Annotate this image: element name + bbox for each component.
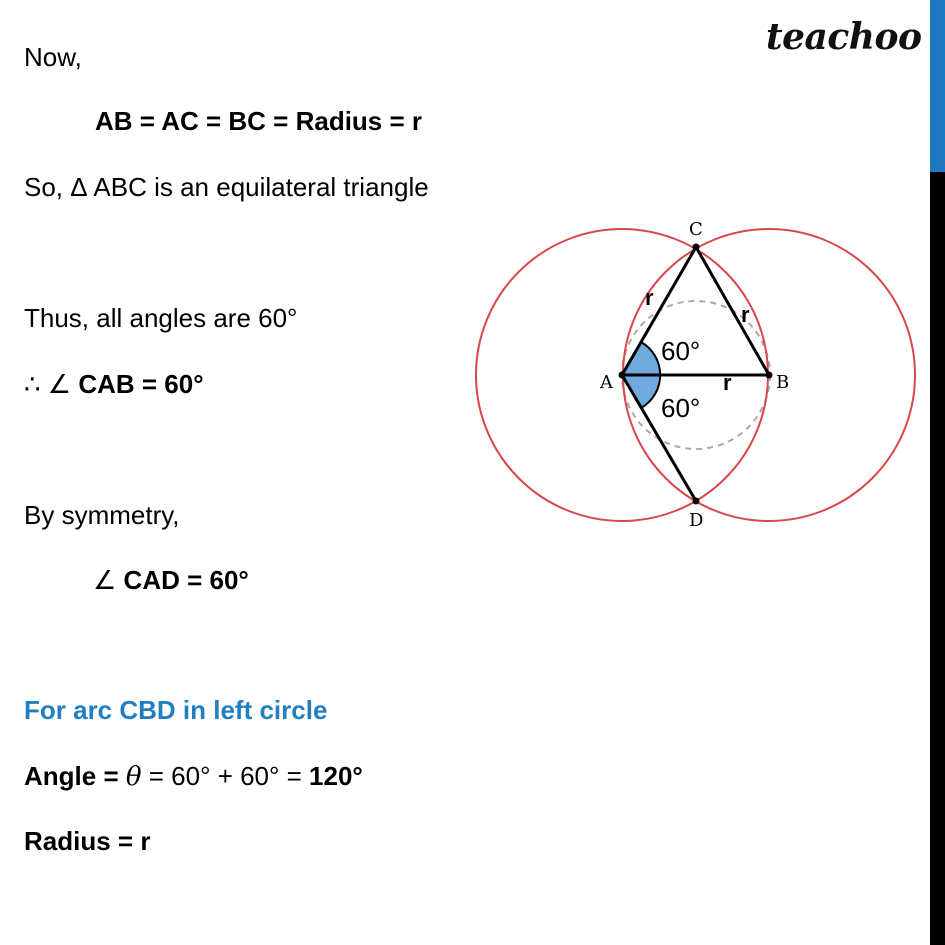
- point-c: [693, 244, 700, 251]
- label-side-bc: r: [741, 302, 750, 327]
- angle-expression: = 60° + 60° =: [141, 761, 310, 791]
- text-radius: Radius = r: [24, 826, 151, 856]
- label-d: D: [689, 510, 704, 531]
- text-symmetry: By symmetry,: [24, 500, 180, 530]
- text-now: Now,: [24, 42, 82, 72]
- cad-prefix: ∠: [93, 565, 124, 595]
- point-b: [766, 372, 773, 379]
- label-angle-cab: 60°: [661, 336, 701, 366]
- label-side-ac: r: [645, 285, 654, 310]
- point-d: [693, 498, 700, 505]
- text-equal-sides: AB = AC = BC = Radius = r: [95, 106, 423, 136]
- segment-bc: [696, 247, 769, 375]
- label-b: B: [776, 372, 790, 393]
- point-a: [619, 372, 626, 379]
- text-equilateral: So, Δ ABC is an equilateral triangle: [24, 172, 429, 202]
- label-side-ab: r: [723, 370, 732, 395]
- label-angle-cad: 60°: [661, 393, 701, 423]
- theta-symbol: θ: [125, 762, 142, 792]
- cab-prefix: ∴ ∠: [24, 369, 79, 399]
- teachoo-logo: teachoo: [766, 16, 922, 58]
- label-c: C: [689, 219, 703, 240]
- angle-result: 120°: [309, 761, 363, 791]
- cad-value: CAD = 60°: [123, 565, 249, 595]
- label-a: A: [600, 372, 613, 393]
- angle-label: Angle =: [24, 761, 126, 791]
- text-all-angles: Thus, all angles are 60°: [24, 303, 298, 333]
- cab-value: CAB = 60°: [78, 369, 204, 399]
- arc-heading: For arc CBD in left circle: [24, 695, 328, 725]
